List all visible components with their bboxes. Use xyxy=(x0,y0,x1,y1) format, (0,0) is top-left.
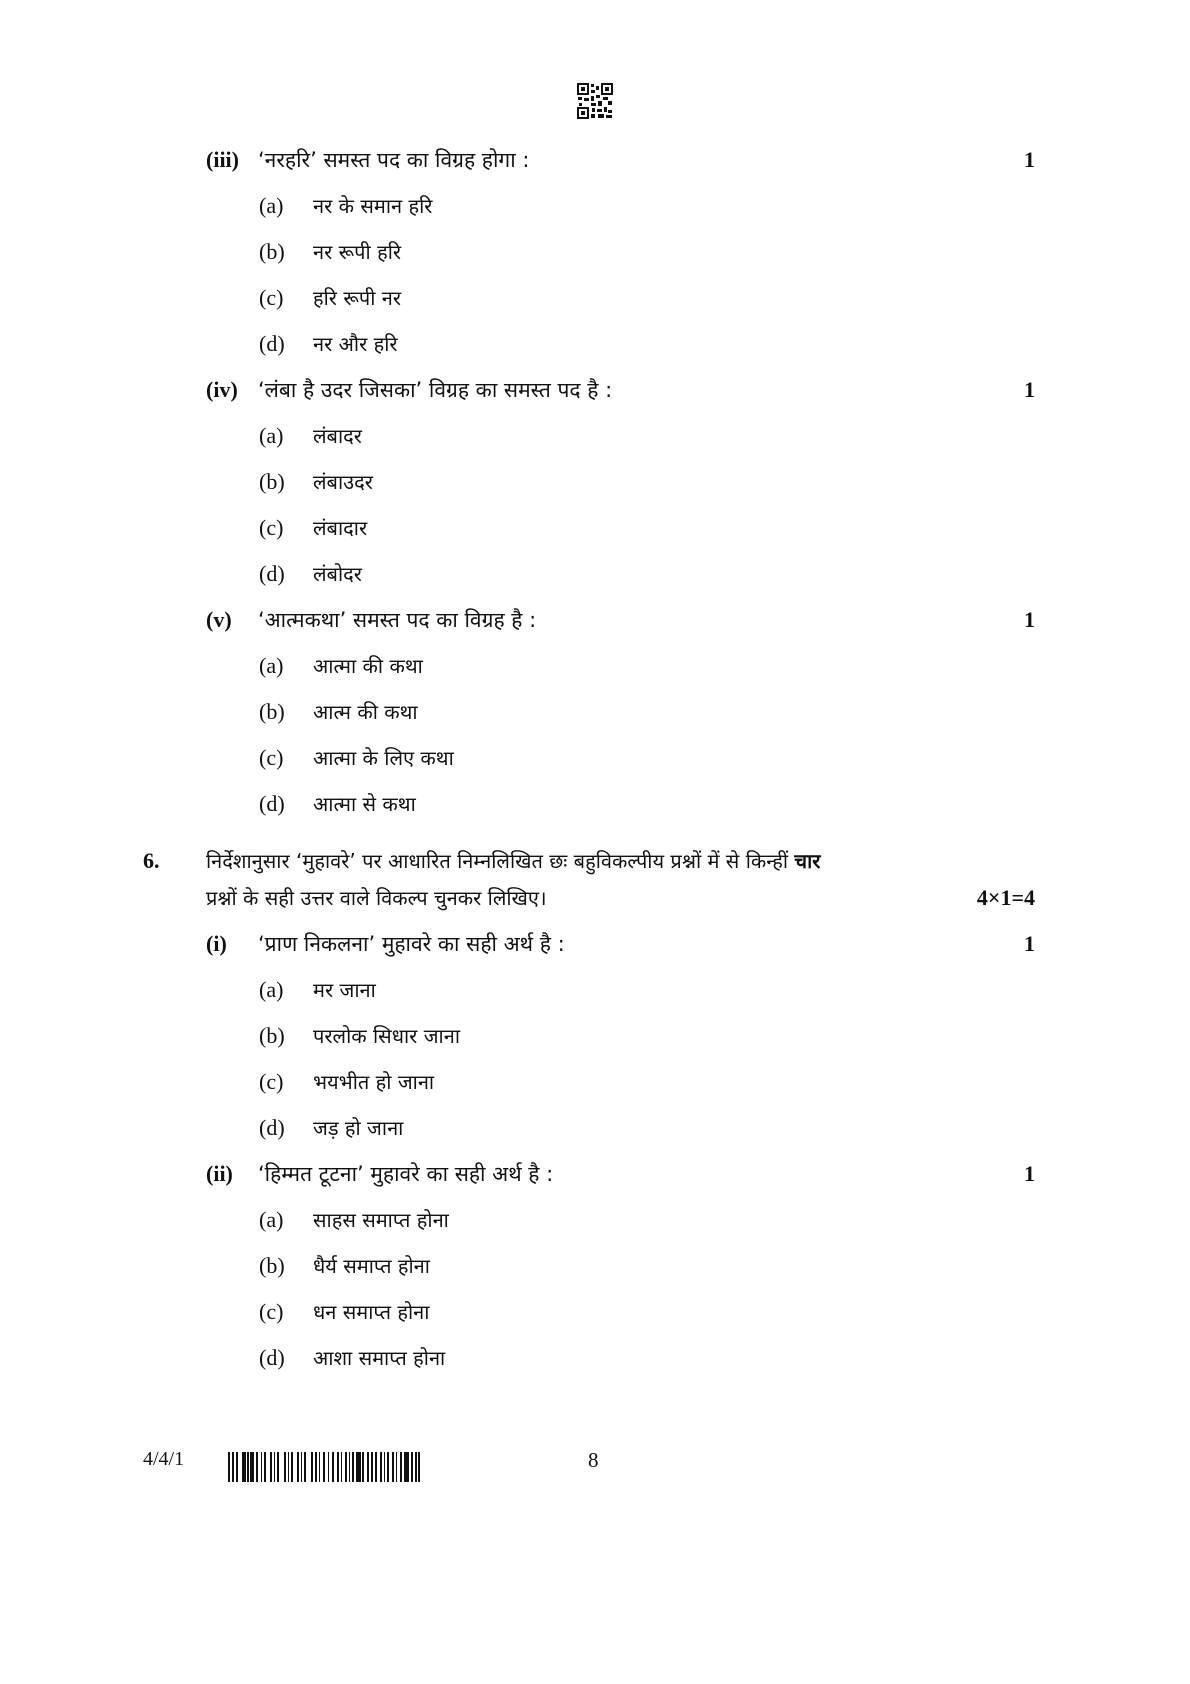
question-number: (ii) xyxy=(206,1161,233,1186)
option-label: (a) xyxy=(259,193,284,218)
section-instruction-line-1 xyxy=(206,845,936,877)
option-label: (b) xyxy=(259,699,285,724)
option-a xyxy=(0,974,1190,1006)
option-text: धन समाप्त होना xyxy=(313,1300,430,1324)
option-c xyxy=(0,1066,1190,1098)
option-b xyxy=(0,236,1190,268)
question-text: ‘नरहरि’ समस्त पद का विग्रह होगा : xyxy=(258,148,530,172)
option-d xyxy=(0,558,1190,590)
option-label: (c) xyxy=(259,745,284,770)
option-label: (b) xyxy=(259,1023,285,1048)
option-text: भयभीत हो जाना xyxy=(313,1070,435,1094)
option-text: नर के समान हरि xyxy=(313,194,433,218)
option-text: लंबादार xyxy=(313,516,368,540)
instruction-bold-word: चार xyxy=(794,849,821,873)
option-label: (a) xyxy=(259,1207,284,1232)
option-d xyxy=(0,328,1190,360)
option-c xyxy=(0,512,1190,544)
option-text: आत्मा की कथा xyxy=(313,654,423,678)
option-text: साहस समाप्त होना xyxy=(313,1208,449,1232)
section-instruction-line-2: प्रश्नों के सही उत्तर वाले विकल्प चुनकर लिखिए। xyxy=(206,886,547,910)
instruction-text: निर्देशानुसार ‘मुहावरे’ पर आधारित निम्नलिखित छः बहुविकल्पीय प्रश्नों में से किन्हीं xyxy=(206,849,789,873)
question-6-ii xyxy=(0,1158,1190,1190)
option-label: (d) xyxy=(259,1345,285,1370)
question-marks: 1 xyxy=(1024,377,1035,402)
question-number: (iv) xyxy=(206,377,238,402)
option-text: हरि रूपी नर xyxy=(313,286,402,310)
section-6-heading xyxy=(0,845,1190,877)
qr-code-icon xyxy=(577,83,613,119)
option-d xyxy=(0,788,1190,820)
question-marks: 1 xyxy=(1024,931,1035,956)
question-6-i xyxy=(0,928,1190,960)
question-v xyxy=(0,604,1190,636)
option-label: (b) xyxy=(259,239,285,264)
option-label: (d) xyxy=(259,791,285,816)
question-marks: 1 xyxy=(1024,607,1035,632)
option-label: (a) xyxy=(259,977,284,1002)
option-a xyxy=(0,420,1190,452)
option-b xyxy=(0,696,1190,728)
section-number: 6. xyxy=(143,848,160,873)
option-b xyxy=(0,1020,1190,1052)
question-text: ‘प्राण निकलना’ मुहावरे का सही अर्थ है : xyxy=(258,932,565,956)
option-text: नर और हरि xyxy=(313,332,398,356)
question-iv xyxy=(0,374,1190,406)
option-text: लंबाउदर xyxy=(313,470,373,494)
question-text: ‘लंबा है उदर जिसका’ विग्रह का समस्त पद है : xyxy=(258,378,613,402)
option-text: परलोक सिधार जाना xyxy=(313,1024,461,1048)
option-d xyxy=(0,1112,1190,1144)
question-text: ‘आत्मकथा’ समस्त पद का विग्रह है : xyxy=(258,608,537,632)
option-label: (a) xyxy=(259,423,284,448)
option-text: लंबादर xyxy=(313,424,362,448)
option-c xyxy=(0,1296,1190,1328)
option-label: (c) xyxy=(259,515,284,540)
option-label: (d) xyxy=(259,1115,285,1140)
option-a xyxy=(0,190,1190,222)
option-text: नर रूपी हरि xyxy=(313,240,402,264)
option-text: आत्म की कथा xyxy=(313,700,418,724)
barcode-icon xyxy=(228,1452,420,1482)
option-text: आत्मा के लिए कथा xyxy=(313,746,454,770)
question-marks: 1 xyxy=(1024,147,1035,172)
question-marks: 1 xyxy=(1024,1161,1035,1186)
option-b xyxy=(0,466,1190,498)
option-a xyxy=(0,1204,1190,1236)
question-number: (v) xyxy=(206,607,232,632)
option-a xyxy=(0,650,1190,682)
option-d xyxy=(0,1342,1190,1374)
question-number: (iii) xyxy=(206,147,239,172)
option-label: (a) xyxy=(259,653,284,678)
option-text: आत्मा से कथा xyxy=(313,792,416,816)
option-label: (c) xyxy=(259,1069,284,1094)
option-label: (d) xyxy=(259,331,285,356)
section-6-line-2 xyxy=(0,882,1190,914)
page-number: 8 xyxy=(588,1448,599,1472)
option-text: मर जाना xyxy=(313,978,376,1002)
section-marks: 4×1=4 xyxy=(976,885,1035,910)
option-label: (d) xyxy=(259,561,285,586)
question-text: ‘हिम्मत टूटना’ मुहावरे का सही अर्थ है : xyxy=(258,1162,554,1186)
option-text: जड़ हो जाना xyxy=(313,1116,404,1140)
option-c xyxy=(0,742,1190,774)
question-iii xyxy=(0,144,1190,176)
paper-code: 4/4/1 xyxy=(143,1448,185,1470)
option-text: धैर्य समाप्त होना xyxy=(313,1254,430,1278)
option-label: (c) xyxy=(259,285,284,310)
option-text: लंबोदर xyxy=(313,562,362,586)
option-b xyxy=(0,1250,1190,1282)
option-label: (b) xyxy=(259,1253,285,1278)
question-number: (i) xyxy=(206,931,227,956)
option-label: (c) xyxy=(259,1299,284,1324)
option-text: आशा समाप्त होना xyxy=(313,1346,446,1370)
option-label: (b) xyxy=(259,469,285,494)
option-c xyxy=(0,282,1190,314)
